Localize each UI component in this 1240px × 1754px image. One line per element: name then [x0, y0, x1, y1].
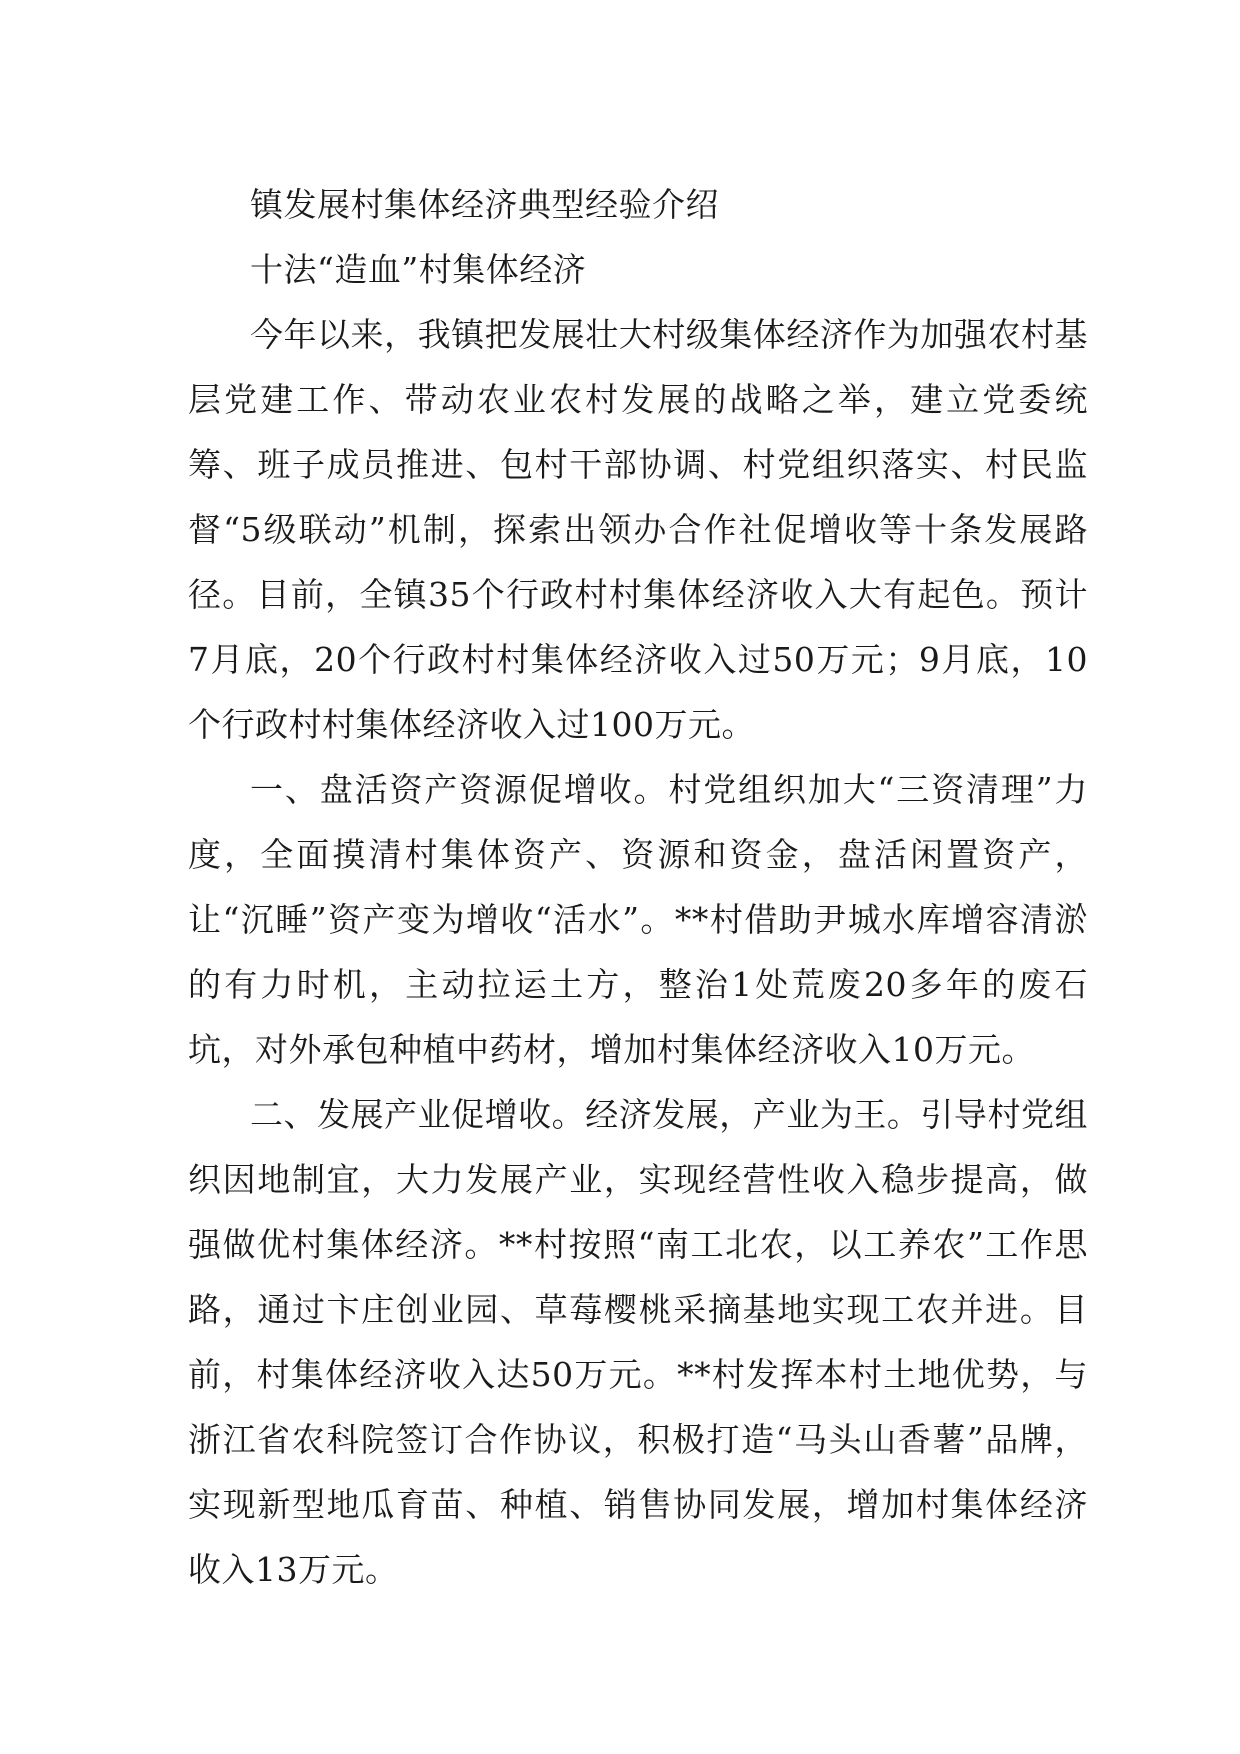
paragraph-section-1: 一、盘活资产资源促增收。村党组织加大“三资清理”力度，全面摸清村集体资产、资源和资金，盘活闲置资产，让“沉睡”资产变为增收“活水”。**村借助尹城水库增容清淤的有力时机，主动拉运土方，整治1处荒废20多年的废石坑，对外承包种植中药材，增加村集体经济收入10万元。 [188, 770, 1088, 1069]
document-body [188, 172, 1088, 1602]
document-title: 镇发展村集体经济典型经验介绍 [250, 185, 719, 224]
paragraph-intro: 今年以来，我镇把发展壮大村级集体经济作为加强农村基层党建工作、带动农业农村发展的战略之举，建立党委统筹、班子成员推进、包村干部协调、村党组织落实、村民监督“5级联动”机制，探索出领办合作社促增收等十条发展路径。目前，全镇35个行政村村集体经济收入大有起色。预计7月底，20个行政村村集体经济收入过50万元；9月底，10个行政村村集体经济收入过100万元。 [188, 315, 1088, 744]
document-subtitle: 十法“造血”村集体经济 [250, 250, 587, 289]
paragraph-section-2: 二、发展产业促增收。经济发展，产业为王。引导村党组织因地制宜，大力发展产业，实现经营性收入稳步提高，做强做优村集体经济。**村按照“南工北农，以工养农”工作思路，通过卞庄创业园、草莓樱桃采摘基地实现工农并进。目前，村集体经济收入达50万元。**村发挥本村土地优势，与浙江省农科院签订合作协议，积极打造“马头山香薯”品牌，实现新型地瓜育苗、种植、销售协同发展，增加村集体经济收入13万元。 [188, 1095, 1088, 1589]
